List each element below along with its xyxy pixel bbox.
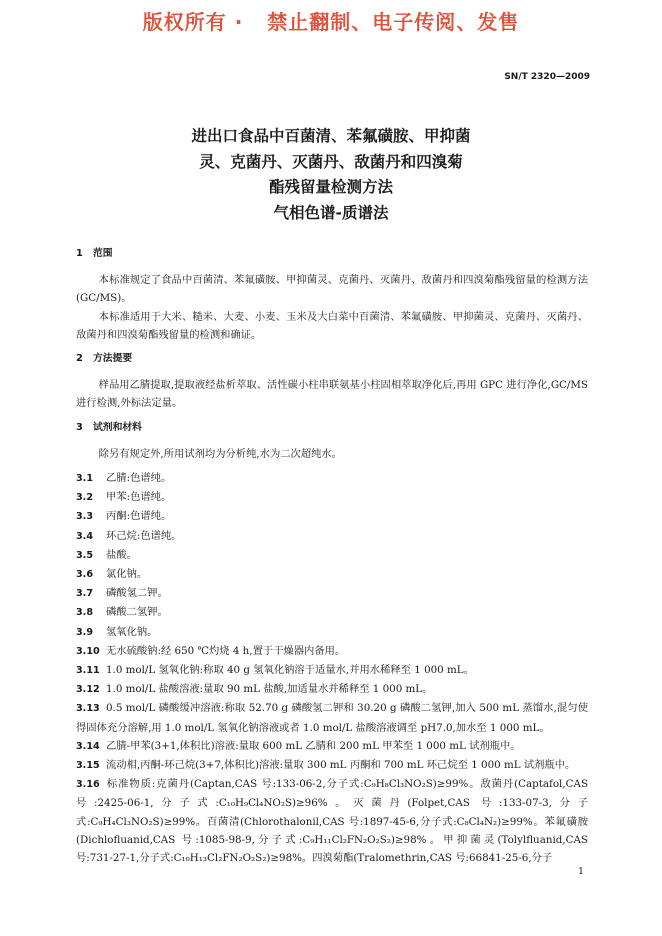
item-text: 磷酸氢二钾。: [106, 587, 168, 600]
item-number: 3.14: [76, 740, 100, 752]
paragraph: 本标准适用于大米、糙米、大麦、小麦、玉米及大白菜中百菌清、苯氟磺胺、甲抑菌灵、克菌丹、灭菌丹、敌菌丹和四溴菊酯残留量的检测和确证。: [76, 310, 588, 341]
item-text: 流动相,丙酮-环己烷(3+7,体积比)溶液:量取 300 mL 丙酮和 700 mL 环己烷至 1 000 mL 试剂瓶中。: [106, 759, 576, 772]
item-number: 3.11: [76, 665, 100, 677]
item-text: 1.0 mol/L 氢氧化钠:称取 40 g 氢氧化钠溶于适量水,并用水稀释至 1 000 mL。: [106, 664, 474, 677]
title-line: 进出口食品中百菌清、苯氟磺胺、甲抑菌: [191, 127, 471, 145]
item-text: 无水硫酸钠:经 650 ℃灼烧 4 h,置于干燥器内备用。: [106, 644, 346, 657]
item-text: 氯化钠。: [106, 568, 148, 581]
list-item: [76, 737, 588, 756]
item-number: 3.12: [76, 684, 100, 696]
copyright-watermark: 版权所有 · 禁止翻制、电子传阅、发售: [142, 10, 520, 34]
item-number: 3.8: [76, 607, 93, 619]
item-number: 3.2: [76, 492, 93, 504]
list-item: [76, 603, 588, 622]
paragraph: 样品用乙腈提取,提取液经盐析萃取、活性碳小柱串联氨基小柱固相萃取净化后,再用 GPC 进行净化,GC/MS 进行检测,外标法定量。: [76, 379, 588, 410]
list-item: [76, 507, 588, 526]
item-text: 丙酮:色谱纯。: [106, 510, 172, 523]
list-item: [76, 546, 588, 565]
list-item: [76, 661, 588, 680]
list-item: [76, 642, 588, 661]
list-item: [76, 584, 588, 603]
item-number: 3.5: [76, 549, 93, 561]
item-text: 氢氧化钠。: [106, 625, 158, 638]
section-heading-scope: [76, 245, 588, 263]
item-text: 盐酸。: [106, 548, 137, 561]
section-heading-reagents: [76, 419, 588, 437]
paragraph: 本标准规定了食品中百菌清、苯氟磺胺、甲抑菌灵、克菌丹、灭菌丹、敌菌丹和四溴菊酯残留量的检测方法(GC/MS)。: [76, 274, 588, 305]
title-line: 灵、克菌丹、灭菌丹、敌菌丹和四溴菊: [199, 152, 463, 171]
item-text: 甲苯:色谱纯。: [106, 491, 172, 504]
list-item: [76, 488, 588, 507]
page-number: 1: [577, 866, 584, 877]
item-text: 磷酸二氢钾。: [106, 606, 168, 619]
list-item: [76, 756, 588, 775]
list-item: [76, 469, 588, 488]
item-number: 3.6: [76, 569, 93, 581]
section-number: 1: [76, 248, 83, 259]
item-number: 3.4: [76, 530, 93, 542]
item-text: 1.0 mol/L 盐酸溶液:量取 90 mL 盐酸,加适量水并稀释至 1 000 mL。: [106, 683, 433, 696]
document-body: [76, 245, 588, 867]
item-number: 3.9: [76, 626, 93, 638]
list-item: [76, 527, 588, 546]
section-title: 范围: [93, 248, 113, 259]
section-title: 试剂和材料: [93, 421, 142, 433]
section-title: 方法提要: [93, 353, 133, 365]
item-number: 3.1: [76, 473, 93, 485]
section-heading-method-summary: [76, 350, 588, 368]
item-text: 环己烷:色谱纯。: [106, 529, 182, 542]
list-item: [76, 623, 588, 642]
document-title: [0, 124, 662, 226]
item-text: 乙腈:色谱纯。: [106, 472, 172, 485]
title-line: 气相色谱-质谱法: [273, 203, 389, 222]
standard-number: SN/T 2320—2009: [504, 72, 590, 82]
list-item: [76, 775, 588, 867]
item-number: 3.10: [76, 645, 100, 657]
title-line: 酯残留量检测方法: [268, 178, 393, 196]
item-text: 乙腈-甲苯(3+1,体积比)溶液:量取 600 mL 乙腈和 200 mL 甲苯至 1 000 mL 试剂瓶中。: [106, 739, 521, 752]
item-number: 3.13: [76, 703, 100, 715]
item-number: 3.3: [76, 511, 93, 523]
item-text: 0.5 mol/L 磷酸缓冲溶液:称取 52.70 g 磷酸氢二钾和 30.20 g 磷酸二氢钾,加入 500 mL 蒸馏水,混匀使得固体充分溶解,用 1.0 mol/L 氢氧化钠溶液或者 1.0 mol/L 盐酸溶液调至 pH7.0,加水至 1 000 mL。: [76, 702, 588, 734]
item-text: 标准物质:克菌丹(Captan,CAS 号:133-06-2,分子式:C₉H₈Cl₃NO₂S)≥99%。敌菌丹(Captafol,CAS 号:2425-06-1,分子式:C₁₀H₉Cl₄NO₂S)≥96%。灭菌丹(Folpet,CAS 号:133-07-3,分子式:C₉H₄Cl₃NO₂S)≥99%。百菌清(Chlorothalonil,CAS 号:1897-45-6,分子式:C₈Cl₄N₂)≥99%。苯氟磺胺(Dichlofluanid,CAS 号:1085-98-9,分子式:C₉H₁₁Cl₂FN₂O₂S₂)≥98%。甲抑菌灵(Tolylfluanid,CAS 号:731-27-1,分子式:C₁₀H₁₃Cl₂FN₂O₂S₂)≥98%。四溴菊酯(Tralomethrin,CAS 号:66841-25-6,分子: [76, 778, 588, 865]
list-item: [76, 699, 588, 736]
section-number: 2: [76, 353, 83, 365]
reagent-list: [76, 469, 588, 867]
paragraph: 除另有规定外,所用试剂均为分析纯,水为二次超纯水。: [98, 447, 343, 460]
list-item: [76, 680, 588, 699]
list-item: [76, 565, 588, 584]
item-number: 3.16: [76, 779, 100, 791]
item-number: 3.15: [76, 760, 100, 772]
item-number: 3.7: [76, 588, 93, 600]
section-number: 3: [76, 421, 83, 433]
